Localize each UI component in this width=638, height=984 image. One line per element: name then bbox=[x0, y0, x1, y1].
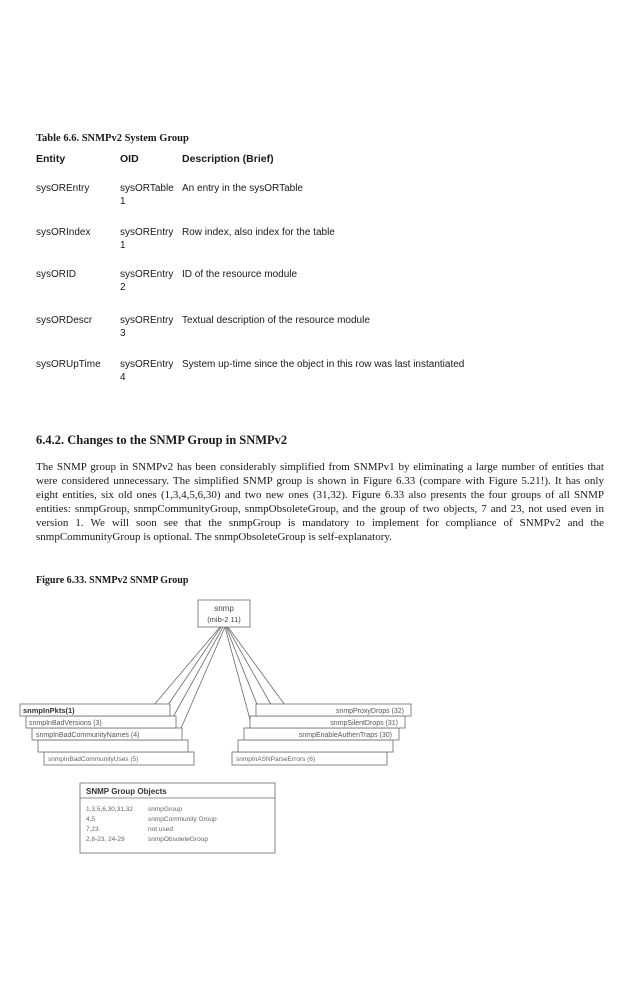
oid-line: 1 bbox=[120, 240, 126, 251]
root-node bbox=[198, 600, 250, 627]
figure-caption: Figure 6.33. SNMPv2 SNMP Group bbox=[36, 575, 189, 586]
table-cell-description: System up-time since the object in this row was last instantiated bbox=[182, 359, 465, 370]
table-header-entity: Entity bbox=[36, 153, 66, 165]
table-cell-entity: sysORDescr bbox=[36, 315, 93, 326]
oid-line: 2 bbox=[120, 282, 126, 293]
table-header-description: Description (Brief) bbox=[182, 153, 274, 165]
oid-line: sysORTable bbox=[120, 183, 174, 194]
oid-line: 1 bbox=[120, 196, 126, 207]
oid-line: sysOREntry bbox=[120, 359, 174, 370]
oid-line: sysOREntry bbox=[120, 315, 174, 326]
root-node-label: snmp bbox=[214, 604, 234, 613]
legend-group: snmpGroup bbox=[148, 806, 182, 813]
root-node-oid: (mib-2 11) bbox=[207, 615, 241, 624]
right-node-box bbox=[238, 740, 393, 752]
legend-group: snmpCommunity Group bbox=[148, 816, 217, 823]
table-cell-description: An entry in the sysORTable bbox=[182, 183, 303, 194]
section-heading: 6.4.2. Changes to the SNMP Group in SNMPv2 bbox=[36, 433, 288, 447]
legend-ids: 4,5 bbox=[86, 816, 96, 823]
table-cell-entity: sysORID bbox=[36, 269, 76, 280]
right-node-label: snmpInASNParseErrors (6) bbox=[236, 756, 316, 763]
oid-line: 4 bbox=[120, 372, 126, 383]
table-cell-entity: sysORIndex bbox=[36, 227, 91, 238]
body-paragraph: The SNMP group in SNMPv2 has been considerably simplified from SNMPv1 by eliminating a large number of entities that were considered unnecessary. The simplified SNMP group is shown in Figure 6.33 (compare with Figure 5.21!). It has only eight entities, six old ones (1,3,4,5,6,30) and two new ones (31,32). Figure 6.33 also presents the four groups of all SNMP entities: snmpGroup, snmpCommunityGroup, snmpObsoleteGroup, and the group of two objects, 7 and 23, not used even in version 1. We will soon see that the snmpGroup is mandatory to implement for compliance of SNMPv2 and the snmpCommunityGroup is optional. The snmpObsoleteGroup is self-explanatory. bbox=[36, 461, 604, 543]
table-cell-entity: sysORUpTime bbox=[36, 359, 101, 370]
right-node-stack bbox=[232, 704, 411, 765]
left-node-label: snmpInBadVersions (3) bbox=[29, 720, 102, 727]
oid-line: sysOREntry bbox=[120, 227, 174, 238]
right-node-label: snmpEnableAuthenTraps (30) bbox=[298, 732, 392, 739]
left-node-label: snmpInPkts(1) bbox=[23, 706, 75, 715]
left-node-label: snmpInBadCommunityUses (5) bbox=[48, 756, 139, 763]
legend-ids: 7,23 bbox=[86, 826, 99, 833]
legend-box bbox=[80, 783, 275, 853]
table-caption: Table 6.6. SNMPv2 System Group bbox=[36, 133, 189, 144]
legend-title: SNMP Group Objects bbox=[86, 787, 167, 796]
oid-line: sysOREntry bbox=[120, 269, 174, 280]
table-header-oid: OID bbox=[120, 153, 139, 165]
table-cell-description: ID of the resource module bbox=[182, 269, 298, 280]
table-cell-description: Textual description of the resource module bbox=[182, 315, 370, 326]
right-node-label: snmpSilentDrops (31) bbox=[330, 720, 398, 727]
oid-line: 3 bbox=[120, 328, 126, 339]
legend-ids: 2,8-23, 24-29 bbox=[86, 836, 125, 843]
legend-ids: 1,3,5,6,30,31,32 bbox=[86, 806, 133, 813]
left-node-box bbox=[38, 740, 188, 752]
legend-group: snmpObsoleteGroup bbox=[148, 836, 208, 843]
legend-group: not used bbox=[148, 826, 173, 833]
left-node-stack bbox=[20, 704, 194, 765]
left-node-label: snmpInBadCommunityNames (4) bbox=[36, 732, 140, 739]
right-node-label: snmpProxyDrops (32) bbox=[335, 708, 404, 715]
table-cell-description: Row index, also index for the table bbox=[182, 227, 335, 238]
table-cell-entity: sysOREntry bbox=[36, 183, 90, 194]
